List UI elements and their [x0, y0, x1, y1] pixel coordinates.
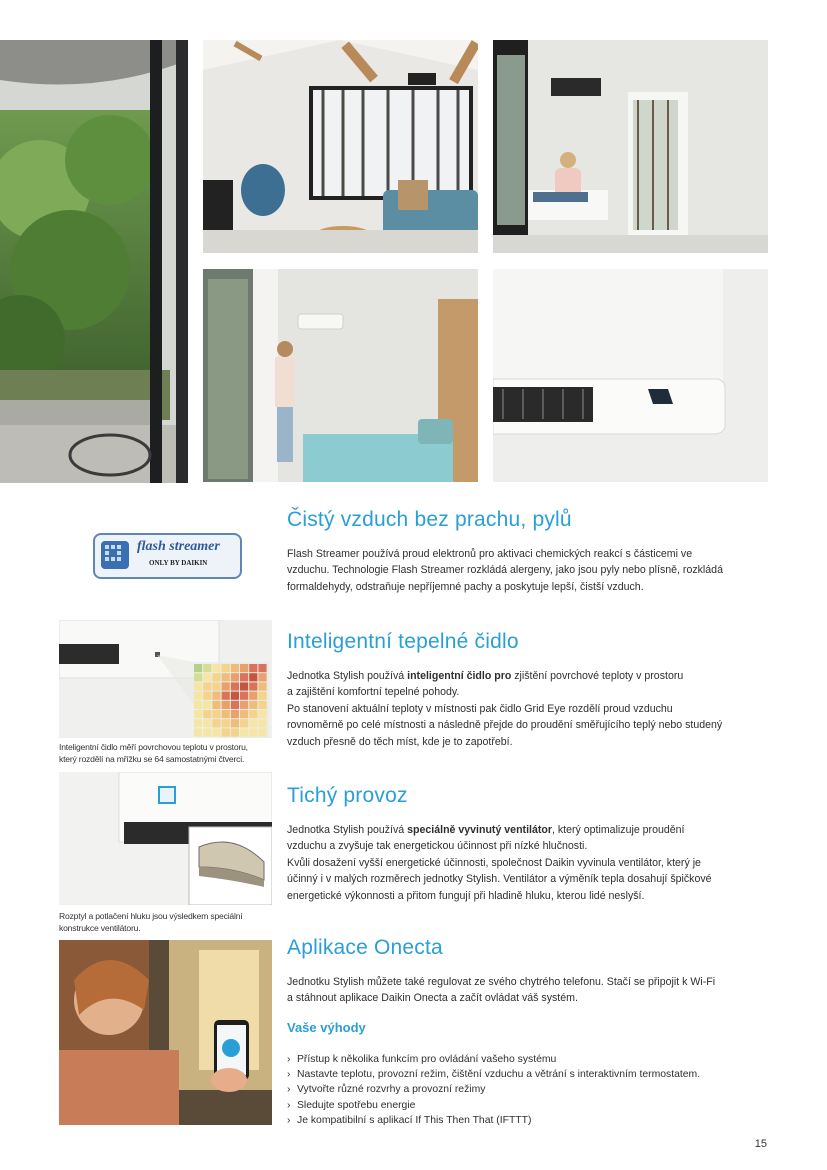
reading-woman-photo: [493, 40, 768, 253]
grid-cell: [240, 664, 248, 672]
grid-cell: [249, 728, 257, 736]
grid-cell: [249, 701, 257, 709]
grid-cell: [231, 664, 239, 672]
living-room-photo: [203, 40, 478, 253]
grid-cell: [222, 673, 230, 681]
onecta-app-photo: [59, 940, 272, 1125]
grid-cell: [212, 701, 220, 709]
grid-cell: [222, 682, 230, 690]
grid-cell: [222, 719, 230, 727]
grid-cell: [231, 701, 239, 709]
grid-cell: [212, 728, 220, 736]
grid-cell: [258, 682, 266, 690]
grid-cell: [240, 692, 248, 700]
onecta-title: Aplikace Onecta: [287, 936, 443, 959]
grid-cell: [258, 692, 266, 700]
grid-cell: [194, 673, 202, 681]
grid-eye-sensor-image: [59, 620, 272, 738]
grid-cell: [258, 728, 266, 736]
flash-streamer-logo-text: flash streamer: [137, 539, 220, 554]
grid-cell: [194, 682, 202, 690]
benefit-item: › Vytvořte různé rozvrhy a provozní režimy: [287, 1082, 772, 1097]
grid-cell: [222, 701, 230, 709]
grid-cell: [222, 692, 230, 700]
grid-cell: [203, 673, 211, 681]
flash-streamer-icon: [101, 541, 129, 569]
ac-unit-closeup-photo: [493, 269, 768, 482]
grid-cell: [249, 710, 257, 718]
grid-cell: [231, 682, 239, 690]
benefits-list: [287, 1052, 772, 1128]
grid-cell: [203, 728, 211, 736]
grid-cell: [203, 701, 211, 709]
grid-cell: [249, 664, 257, 672]
benefit-item: › Je kompatibilní s aplikací If This Then That (IFTTT): [287, 1113, 772, 1128]
grid-cell: [194, 664, 202, 672]
grid-cell: [222, 664, 230, 672]
grid-cell: [212, 664, 220, 672]
grid-cell: [231, 719, 239, 727]
grid-cell: [258, 673, 266, 681]
grid-cell: [240, 728, 248, 736]
sensor-caption: Inteligentní čidlo měří povrchovou teplotu v prostoru, který rozdělí na mřížku se 64 samostatnými čtverci.: [59, 742, 248, 764]
grid-cell: [203, 682, 211, 690]
grid-cell: [249, 673, 257, 681]
grid-cell: [249, 719, 257, 727]
grid-cell: [194, 692, 202, 700]
grid-cell: [212, 710, 220, 718]
benefits-title: Vaše výhody: [287, 1020, 366, 1035]
grid-cell: [258, 719, 266, 727]
quiet-title: Tichý provoz: [287, 784, 408, 807]
fan-construction-image: [59, 772, 272, 905]
onecta-text: Jednotku Stylish můžete také regulovat ze svého chytrého telefonu. Stačí se připojit k Wi-Fi a stáhnout aplikace Daikin Onecta a začít ovládat váš systém.: [287, 976, 716, 1005]
grid-cell: [240, 682, 248, 690]
grid-cell: [258, 701, 266, 709]
grid-cell: [194, 710, 202, 718]
grid-cell: [212, 692, 220, 700]
grid-cell: [231, 673, 239, 681]
grid-cell: [231, 710, 239, 718]
grid-cell: [194, 728, 202, 736]
flash-streamer-logo-subtext: ONLY BY DAIKIN: [149, 559, 208, 567]
bedroom-photo: [203, 269, 478, 482]
quiet-caption: Rozptyl a potlačení hluku jsou výsledkem speciální konstrukce ventilátoru.: [59, 911, 243, 933]
grid-cell: [240, 710, 248, 718]
grid-cell: [212, 719, 220, 727]
grid-cell: [240, 719, 248, 727]
grid-cell: [231, 692, 239, 700]
grid-cell: [203, 719, 211, 727]
page-number: 15: [754, 1138, 767, 1150]
grid-cell: [249, 682, 257, 690]
grid-cell: [212, 682, 220, 690]
grid-cell: [258, 710, 266, 718]
sensor-title: Inteligentní tepelné čidlo: [287, 630, 519, 653]
grid-cell: [212, 673, 220, 681]
grid-cell: [203, 664, 211, 672]
grid-cell: [249, 692, 257, 700]
grid-cell: [240, 673, 248, 681]
sensor-text: Jednotka Stylish používá inteligentní čidlo pro zjištění povrchové teploty v prostoru a zajištění komfortní tepelné pohody. Po stanovení aktuální teploty v místnosti pak čidlo Grid Eye rozdělí proud vzduchu rovnoměrně po celé místnosti a následně přejde do proudění směřujícího teplý nebo studený vzduch přesně do těch míst, kde je to zapotřebí.: [287, 670, 723, 748]
grid-cell: [194, 701, 202, 709]
benefit-item: › Přístup k několika funkcím pro ovládání vašeho systému: [287, 1052, 772, 1067]
benefit-item: › Sledujte spotřebu energie: [287, 1098, 772, 1113]
grid-cell: [203, 710, 211, 718]
quiet-text: Jednotka Stylish používá speciálně vyvinutý ventilátor, který optimalizuje proudění vzduchu a zvyšuje tak energetickou účinnost při nízké hlučnosti. Kvůli dosažení vyšší energetické účinnosti, společnost Daikin vyvinula ventilátor, který je účinný i v malých rozměrech jednotky Stylish. Ventilátor a výměník tepla dosahují špičkové energetické výkonnosti a přitom fungují při hladině hluku, kterou lidé neslyší.: [287, 824, 712, 902]
grid-cell: [194, 719, 202, 727]
grid-cell: [222, 728, 230, 736]
flash-streamer-logo: [93, 533, 242, 579]
benefit-item: › Nastavte teplotu, provozní režim, čištění vzduchu a větrání s interaktivním termostatem.: [287, 1067, 772, 1082]
grid-cell: [231, 728, 239, 736]
grid-cell: [240, 701, 248, 709]
grid-cell: [258, 664, 266, 672]
flash-streamer-title: Čistý vzduch bez prachu, pylů: [287, 508, 572, 531]
terrace-photo: [0, 40, 188, 483]
grid-cell: [203, 692, 211, 700]
grid-cell: [222, 710, 230, 718]
flash-streamer-text: Flash Streamer používá proud elektronů pro aktivaci chemických reakcí s částicemi ve vzduchu. Technologie Flash Streamer rozkládá alergeny, jako jsou pyly nebo plísně, rozkládá formaldehydy, odstraňuje nepříjemné pachy a poskytuje lepší, čistší vzduch.: [287, 548, 723, 593]
